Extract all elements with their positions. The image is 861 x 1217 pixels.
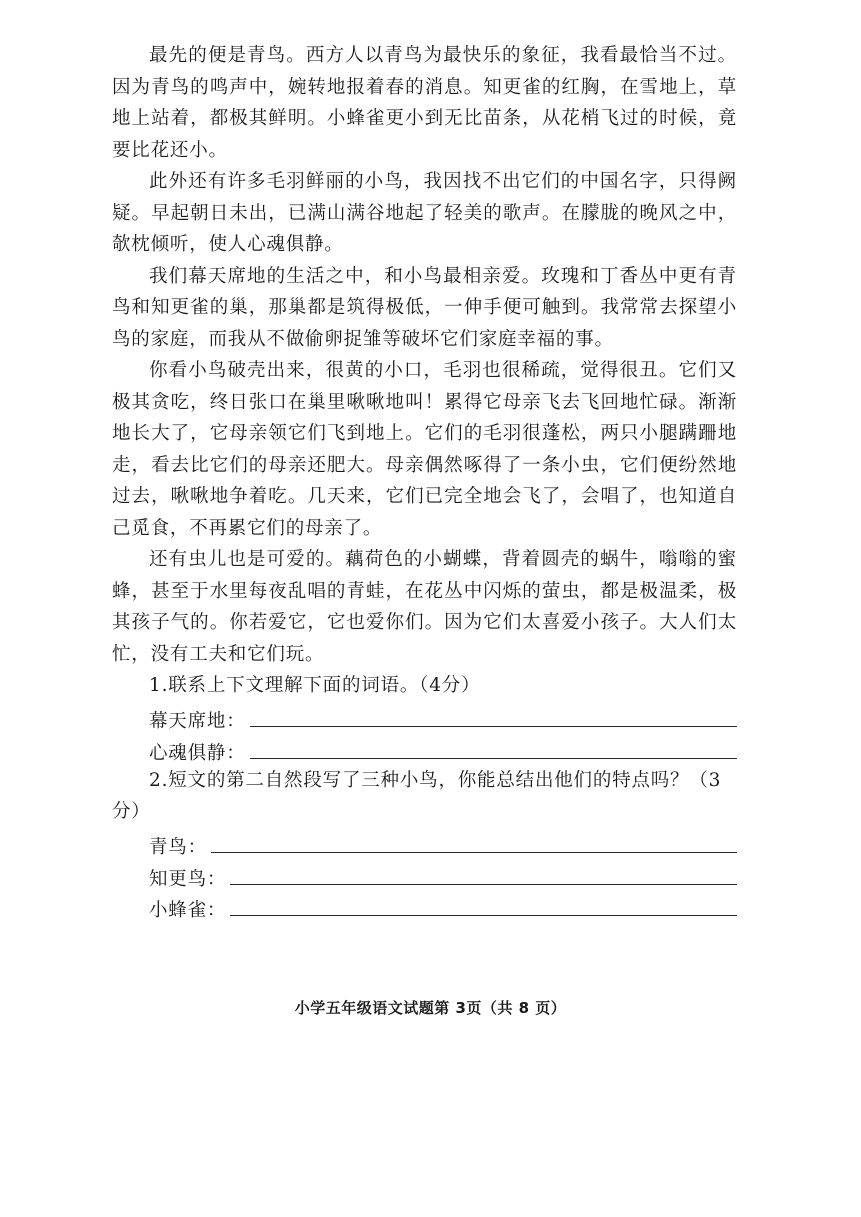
- answer-row-q2-item-1: [112, 828, 737, 860]
- answer-blank-line[interactable]: [230, 914, 737, 916]
- passage-paragraph-5: 还有虫儿也是可爱的。藕荷色的小蝴蝶，背着圆壳的蜗牛，嗡嗡的蜜蜂，甚至于水里每夜乱唱的青蛙，在花丛中闪烁的萤虫，都是极温柔，极其孩子气的。你若爱它，它也爱你们。因为它们太喜爱小孩子。大人们太忙，没有工夫和它们玩。: [112, 549, 737, 665]
- answer-label: 知更鸟：: [149, 868, 227, 890]
- answer-row-q2-item-3: [112, 891, 737, 923]
- answer-blank-line[interactable]: [250, 757, 737, 759]
- answer-blank-line[interactable]: [230, 883, 737, 885]
- answer-row-q1-item-2: [112, 733, 737, 765]
- answer-label: 幕天席地：: [149, 711, 246, 732]
- question-2-text: 2.短文的第二自然段写了三种小鸟，你能总结出他们的特点吗？（3分）: [112, 769, 722, 822]
- passage-paragraph-3: 我们幕天席地的生活之中，和小鸟最相亲爱。玫瑰和丁香丛中更有青鸟和知更雀的巢，那巢都是筑得极低，一伸手便可触到。我常常去探望小鸟的家庭，而我从不做偷卵捉雏等破坏它们家庭幸福的事。: [112, 265, 737, 350]
- page-content: [112, 40, 737, 922]
- passage-paragraph-4: 你看小鸟破壳出来，很黄的小口，毛羽也很稀疏，觉得很丑。它们又极其贪吃，终日张口在巢里啾啾地叫！累得它母亲飞去飞回地忙碌。渐渐地长大了，它母亲领它们飞到地上。它们的毛羽很蓬松，两只小腿蹒跚地走，看去比它们的母亲还肥大。母亲偶然啄得了一条小虫，它们便纷然地过去，啾啾地争着吃。几天来，它们已完全地会飞了，会唱了，也知道自己觅食，不再累它们的母亲了。: [112, 360, 737, 539]
- answer-label: 青鸟：: [149, 837, 207, 858]
- passage-paragraph-1: 最先的便是青鸟。西方人以青鸟为最快乐的象征，我看最恰当不过。因为青鸟的鸣声中，婉转地报着春的消息。知更雀的红胸，在雪地上，草地上站着，都极其鲜明。小蜂雀更小到无比苗条，从花梢飞过的时候，竟要比花还小。: [112, 45, 737, 161]
- answer-row-q2-item-2: [112, 859, 737, 891]
- passage-paragraph-2: 此外还有许多毛羽鲜丽的小鸟，我因找不出它们的中国名字，只得阙疑。早起朝日未出，已满山满谷地起了轻美的歌声。在朦胧的晚风之中，欹枕倾听，使人心魂俱静。: [112, 171, 737, 255]
- answer-blank-line[interactable]: [211, 851, 737, 853]
- answer-label: 小蜂雀：: [149, 900, 227, 921]
- answer-blank-line[interactable]: [250, 725, 737, 727]
- answer-row-q1-item-1: [112, 702, 737, 734]
- page-footer: 小学五年级语文试题第 3页（共 8 页）: [294, 999, 567, 1017]
- question-1-text: 1.联系上下文理解下面的词语。（4分）: [149, 675, 481, 696]
- answer-label: 心魂俱静：: [149, 742, 246, 764]
